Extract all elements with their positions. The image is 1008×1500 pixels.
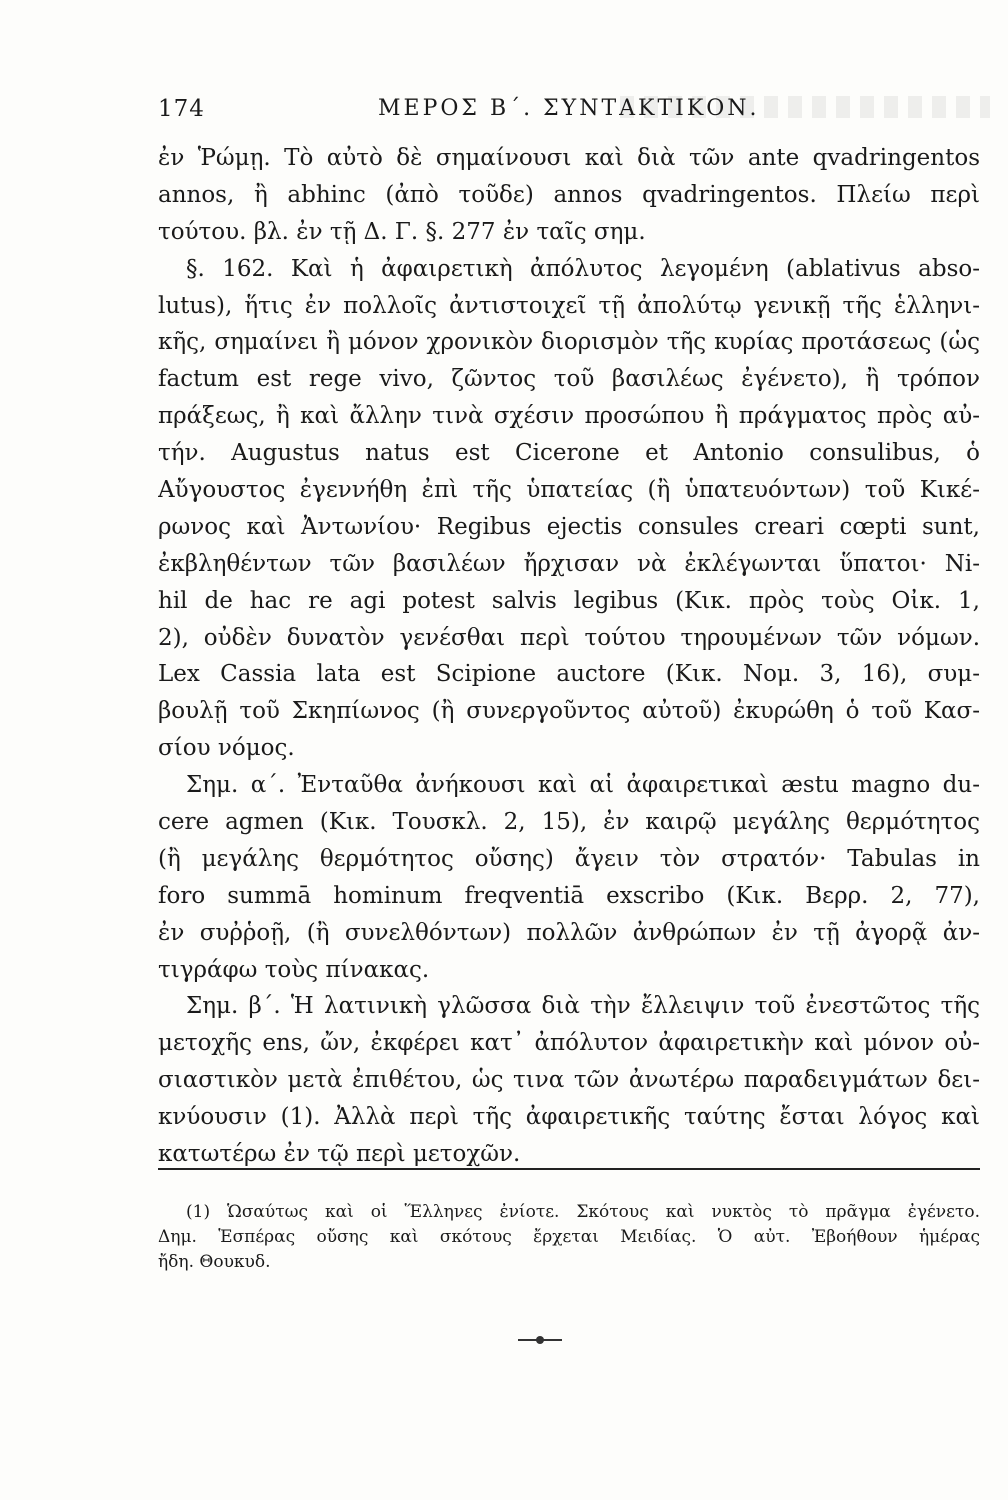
footnote-line: (1) Ὡσαύτως καὶ οἱ Ἕλληνες ἐνίοτε. Σκότους καὶ νυκτὸς τὸ πρᾶγμα ἐγένετο. [186,1202,980,1222]
footnote-line: Δημ. Ἑσπέρας οὔσης καὶ σκότους ἔρχεται Μειδίας. Ὁ αὐτ. Ἐβοήθουν ἡμέρας [158,1227,980,1247]
text-line: ἐν συῤῥοῇ, (ἢ συνελθόντων) πολλῶν ἀνθρώπων ἐν τῇ ἀγορᾷ ἀν- [158,919,980,946]
text-line: (ἢ μεγάλης θερμότητος οὔσης) ἄγειν τὸν στρατόν· Tabulas in [158,845,980,872]
text-line: κατωτέρω ἐν τῷ περὶ μετοχῶν. [158,1141,521,1168]
text-line: hil de hac re agi potest salvis legibus (Κικ. πρὸς τοὺς Οἰκ. 1, [158,587,980,614]
text-line: βουλῇ τοῦ Σκηπίωνος (ἢ συνεργοῦντος αὐτοῦ) ἐκυρώθη ὁ τοῦ Κασ- [158,698,980,725]
footnotes [158,1200,980,1275]
text-line: πράξεως, ἢ καὶ ἄλλην τινὰ σχέσιν προσώπου ἢ πράγματος πρὸς αὐ- [158,403,980,430]
note-alpha-line: Σημ. α΄. Ἐνταῦθα ἀνήκουσι καὶ αἱ ἀφαιρετικαὶ æstu magno du- [186,772,980,799]
page-end-ornament [518,1336,562,1344]
text-line: 2), οὐδὲν δυνατὸν γενέσθαι περὶ τούτου τηρουμένων τῶν νόμων. [158,624,980,651]
ornament-dot [536,1336,544,1344]
text-line: κῆς, σημαίνει ἢ μόνον χρονικὸν διορισμὸν τῆς κυρίας προτάσεως (ὡς [158,329,980,356]
note-beta-line: Σημ. β΄. Ἡ λατινικὴ γλῶσσα διὰ τὴν ἔλλειψιν τοῦ ἐνεστῶτος τῆς [186,993,980,1020]
text-line: σιαστικὸν μετὰ ἐπιθέτου, ὡς τινα τῶν ἀνωτέρω παραδειγμάτων δει- [158,1067,980,1094]
page-header [158,96,978,136]
footnote-separator [158,1168,980,1170]
text-line: ἐν Ῥώμῃ. Τὸ αὐτὸ δὲ σημαίνουσι καὶ διὰ τῶν ante qvadringentos [158,145,980,171]
text-line: cere agmen (Κικ. Τουσκλ. 2, 15), ἐν καιρῷ μεγάλης θερμότητος [158,809,980,836]
text-line: ἐκβληθέντων τῶν βασιλέων ἤρχισαν νὰ ἐκλέγωνται ὕπατοι· Ni- [158,550,980,577]
footnote-line: ἤδη. Θουκυδ. [158,1252,271,1272]
text-line: ρωνος καὶ Ἀντωνίου· Regibus ejectis consules creari cœpti sunt, [158,513,980,540]
text-line: μετοχῆς ens, ὤν, ἐκφέρει κατ᾽ ἀπόλυτον ἀφαιρετικὴν καὶ μόνον οὐ- [158,1030,980,1057]
text-line: lutus), ἥτις ἐν πολλοῖς ἀντιστοιχεῖ τῇ ἀπολύτῳ γενικῇ τῆς ἑλληνι- [158,292,980,319]
text-line: Lex Cassia lata est Scipione auctore (Κικ. Νομ. 3, 16), συμ- [158,661,980,688]
text-line: annos, ἢ abhinc (ἀπὸ τοῦδε) annos qvadringentos. Πλείω περὶ [158,181,980,208]
text-line: factum est rege vivo, ζῶντος τοῦ βασιλέως ἐγένετο), ἢ τρόπον [158,366,980,393]
text-line: κνύουσιν (1). Ἀλλὰ περὶ τῆς ἀφαιρετικῆς ταύτης ἔσται λόγος καὶ [158,1104,980,1131]
text-line: τούτου. βλ. ἐν τῇ Δ. Γ. §. 277 ἐν ταῖς σημ. [158,218,646,245]
text-line: τήν. Augustus natus est Cicerone et Antonio consulibus, ὁ [158,440,980,467]
text-line: σίου νόμος. [158,735,295,762]
main-text [158,140,980,1173]
page-number: 174 [158,96,205,122]
text-line: foro summā hominum freqventiā exscribo (Κικ. Βερρ. 2, 77), [158,882,980,909]
text-line: Αὔγουστος ἐγεννήθη ἐπὶ τῆς ὑπατείας (ἢ ὑπατευόντων) τοῦ Κικέ- [158,477,980,504]
text-line: τιγράφω τοὺς πίνακας. [158,956,430,983]
running-head: ΜΕΡΟΣ Β΄. ΣΥΝΤΑΚΤΙΚΟΝ. [378,96,760,121]
section-heading-line: §. 162. Καὶ ἡ ἀφαιρετικὴ ἀπόλυτος λεγομένη (ablativus abso- [186,255,980,282]
